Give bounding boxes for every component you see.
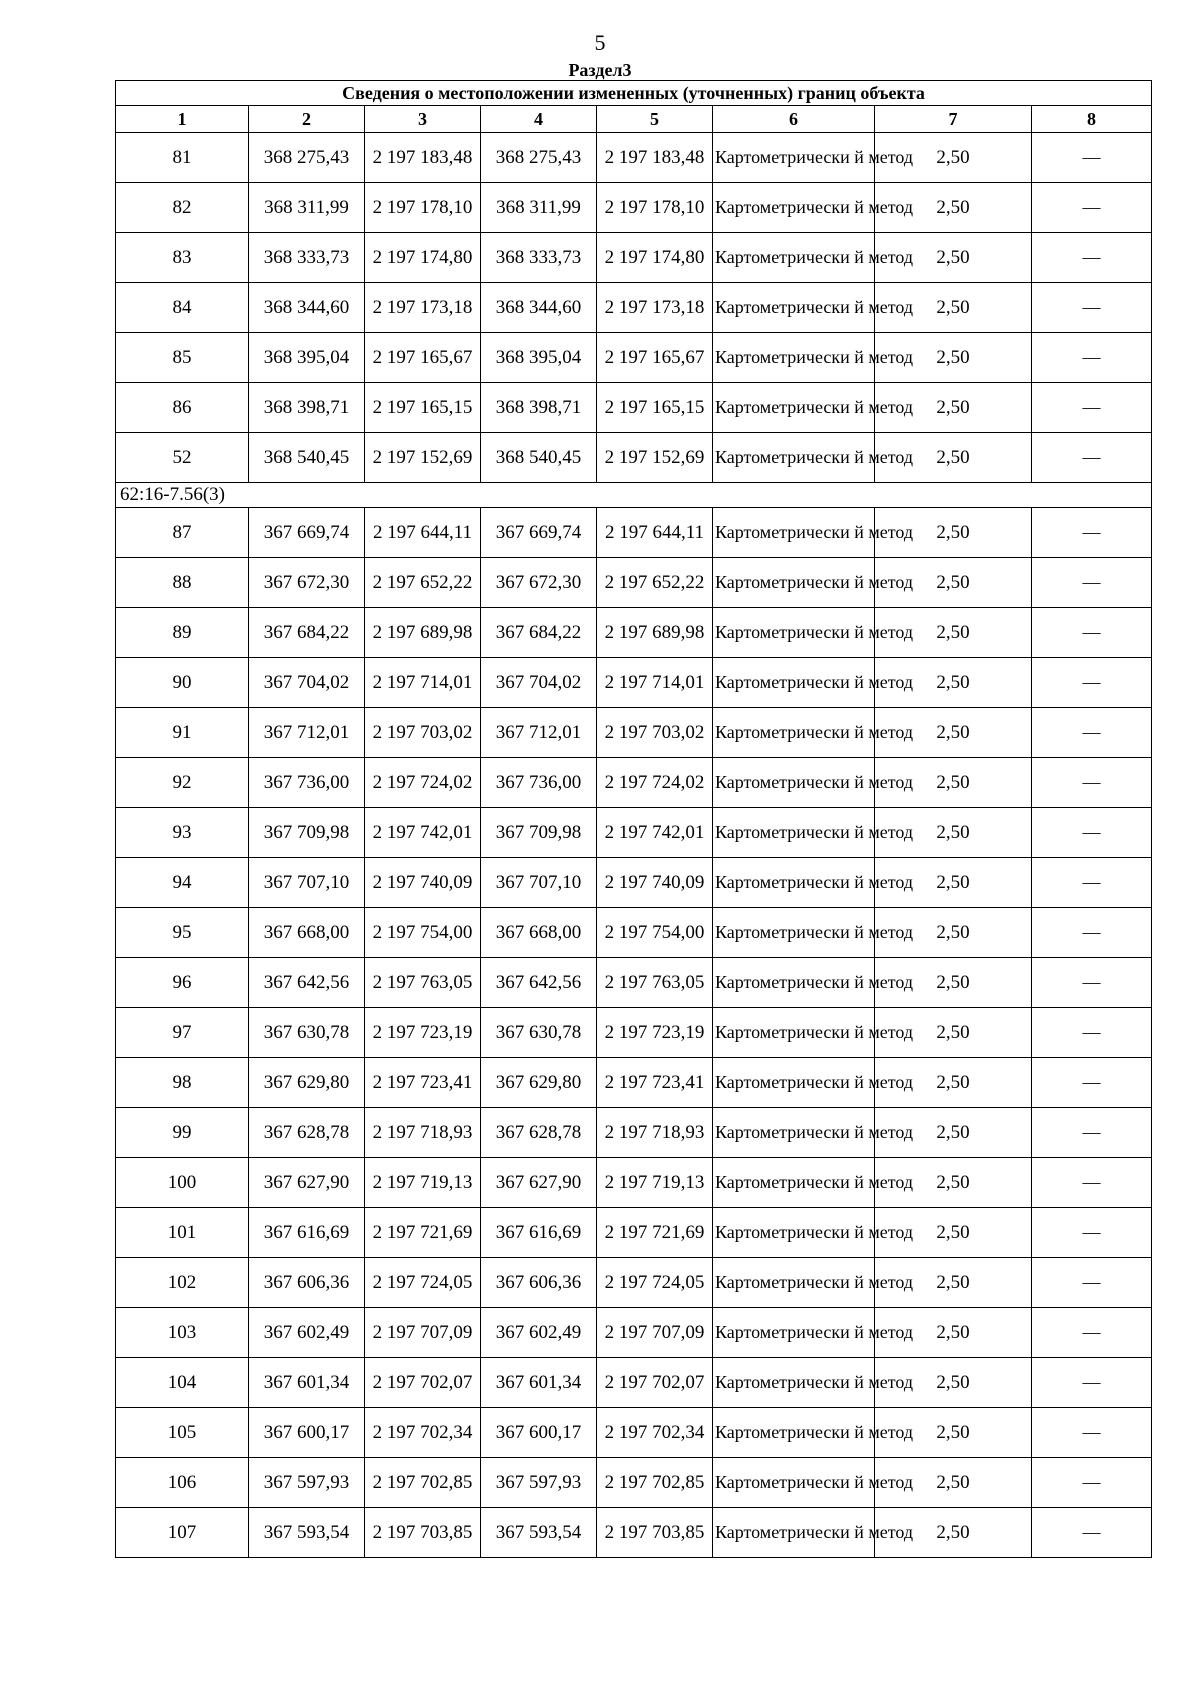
x-existing-cell: 367 669,74 [249, 508, 365, 558]
x-new-cell: 367 707,10 [481, 858, 597, 908]
x-new-cell: 367 642,56 [481, 958, 597, 1008]
description-cell: — [1032, 508, 1152, 558]
x-existing-cell: 367 593,54 [249, 1508, 365, 1558]
y-existing-cell: 2 197 702,85 [365, 1458, 481, 1508]
accuracy-cell: 2,50 [875, 658, 1032, 708]
table-row [116, 1208, 1152, 1258]
description-cell: — [1032, 133, 1152, 183]
table-row [116, 958, 1152, 1008]
accuracy-cell: 2,50 [875, 1108, 1032, 1158]
y-new-cell: 2 197 183,48 [597, 133, 713, 183]
y-new-cell: 2 197 174,80 [597, 233, 713, 283]
table-row [116, 1008, 1152, 1058]
accuracy-cell: 2,50 [875, 1458, 1032, 1508]
description-cell: — [1032, 333, 1152, 383]
method-cell: Картометрически й метод [713, 908, 875, 958]
x-new-cell: 368 344,60 [481, 283, 597, 333]
y-new-cell: 2 197 173,18 [597, 283, 713, 333]
table-row [116, 608, 1152, 658]
y-existing-cell: 2 197 723,19 [365, 1008, 481, 1058]
x-existing-cell: 368 540,45 [249, 433, 365, 483]
table-row [116, 233, 1152, 283]
point-number-cell: 100 [116, 1158, 249, 1208]
table-row [116, 508, 1152, 558]
x-existing-cell: 367 627,90 [249, 1158, 365, 1208]
x-existing-cell: 368 333,73 [249, 233, 365, 283]
accuracy-cell: 2,50 [875, 183, 1032, 233]
y-new-cell: 2 197 723,19 [597, 1008, 713, 1058]
method-cell: Картометрически й метод [713, 608, 875, 658]
group-row [116, 483, 1152, 508]
point-number-cell: 97 [116, 1008, 249, 1058]
x-new-cell: 367 712,01 [481, 708, 597, 758]
y-existing-cell: 2 197 742,01 [365, 808, 481, 858]
x-existing-cell: 367 704,02 [249, 658, 365, 708]
method-cell: Картометрически й метод [713, 808, 875, 858]
table-row [116, 658, 1152, 708]
description-cell: — [1032, 433, 1152, 483]
accuracy-cell: 2,50 [875, 1008, 1032, 1058]
y-new-cell: 2 197 702,85 [597, 1458, 713, 1508]
y-existing-cell: 2 197 689,98 [365, 608, 481, 658]
table-row [116, 1158, 1152, 1208]
accuracy-cell: 2,50 [875, 1208, 1032, 1258]
method-cell: Картометрически й метод [713, 283, 875, 333]
method-cell: Картометрически й метод [713, 1408, 875, 1458]
x-existing-cell: 367 642,56 [249, 958, 365, 1008]
table-row [116, 1458, 1152, 1508]
description-cell: — [1032, 1358, 1152, 1408]
x-new-cell: 367 600,17 [481, 1408, 597, 1458]
point-number-cell: 82 [116, 183, 249, 233]
table-row [116, 183, 1152, 233]
x-new-cell: 368 395,04 [481, 333, 597, 383]
y-new-cell: 2 197 178,10 [597, 183, 713, 233]
description-cell: — [1032, 908, 1152, 958]
method-cell: Картометрически й метод [713, 433, 875, 483]
y-new-cell: 2 197 703,02 [597, 708, 713, 758]
method-cell: Картометрически й метод [713, 1308, 875, 1358]
y-existing-cell: 2 197 703,02 [365, 708, 481, 758]
x-new-cell: 367 704,02 [481, 658, 597, 708]
column-number: 7 [875, 106, 1032, 133]
y-new-cell: 2 197 707,09 [597, 1308, 713, 1358]
point-number-cell: 88 [116, 558, 249, 608]
table-row [116, 1258, 1152, 1308]
method-cell: Картометрически й метод [713, 1008, 875, 1058]
x-new-cell: 367 736,00 [481, 758, 597, 808]
y-existing-cell: 2 197 173,18 [365, 283, 481, 333]
y-existing-cell: 2 197 703,85 [365, 1508, 481, 1558]
y-new-cell: 2 197 644,11 [597, 508, 713, 558]
description-cell: — [1032, 558, 1152, 608]
y-new-cell: 2 197 754,00 [597, 908, 713, 958]
x-existing-cell: 368 344,60 [249, 283, 365, 333]
x-new-cell: 367 629,80 [481, 1058, 597, 1108]
y-new-cell: 2 197 165,15 [597, 383, 713, 433]
table-row [116, 558, 1152, 608]
table-row [116, 133, 1152, 183]
x-existing-cell: 367 684,22 [249, 608, 365, 658]
y-existing-cell: 2 197 644,11 [365, 508, 481, 558]
point-number-cell: 106 [116, 1458, 249, 1508]
description-cell: — [1032, 383, 1152, 433]
x-new-cell: 367 627,90 [481, 1158, 597, 1208]
table-caption-row [116, 81, 1152, 106]
description-cell: — [1032, 658, 1152, 708]
accuracy-cell: 2,50 [875, 758, 1032, 808]
y-new-cell: 2 197 165,67 [597, 333, 713, 383]
y-new-cell: 2 197 152,69 [597, 433, 713, 483]
description-cell: — [1032, 1058, 1152, 1108]
x-existing-cell: 367 602,49 [249, 1308, 365, 1358]
y-new-cell: 2 197 702,34 [597, 1408, 713, 1458]
x-new-cell: 368 311,99 [481, 183, 597, 233]
table-row [116, 1408, 1152, 1458]
x-existing-cell: 367 630,78 [249, 1008, 365, 1058]
y-existing-cell: 2 197 702,34 [365, 1408, 481, 1458]
method-cell: Картометрически й метод [713, 1458, 875, 1508]
accuracy-cell: 2,50 [875, 808, 1032, 858]
x-existing-cell: 367 736,00 [249, 758, 365, 808]
column-number-row [116, 106, 1152, 133]
description-cell: — [1032, 233, 1152, 283]
y-existing-cell: 2 197 740,09 [365, 858, 481, 908]
point-number-cell: 96 [116, 958, 249, 1008]
y-existing-cell: 2 197 754,00 [365, 908, 481, 958]
description-cell: — [1032, 1408, 1152, 1458]
x-existing-cell: 367 600,17 [249, 1408, 365, 1458]
table-row [116, 433, 1152, 483]
description-cell: — [1032, 1108, 1152, 1158]
x-existing-cell: 367 601,34 [249, 1358, 365, 1408]
y-existing-cell: 2 197 702,07 [365, 1358, 481, 1408]
accuracy-cell: 2,50 [875, 283, 1032, 333]
method-cell: Картометрически й метод [713, 658, 875, 708]
point-number-cell: 99 [116, 1108, 249, 1158]
table-row [116, 758, 1152, 808]
description-cell: — [1032, 1458, 1152, 1508]
y-new-cell: 2 197 740,09 [597, 858, 713, 908]
y-new-cell: 2 197 703,85 [597, 1508, 713, 1558]
point-number-cell: 92 [116, 758, 249, 808]
method-cell: Картометрически й метод [713, 1158, 875, 1208]
x-new-cell: 368 540,45 [481, 433, 597, 483]
point-number-cell: 89 [116, 608, 249, 658]
description-cell: — [1032, 708, 1152, 758]
accuracy-cell: 2,50 [875, 508, 1032, 558]
y-existing-cell: 2 197 724,05 [365, 1258, 481, 1308]
x-new-cell: 367 616,69 [481, 1208, 597, 1258]
y-new-cell: 2 197 719,13 [597, 1158, 713, 1208]
y-new-cell: 2 197 702,07 [597, 1358, 713, 1408]
accuracy-cell: 2,50 [875, 1508, 1032, 1558]
method-cell: Картометрически й метод [713, 1508, 875, 1558]
y-existing-cell: 2 197 165,67 [365, 333, 481, 383]
accuracy-cell: 2,50 [875, 433, 1032, 483]
point-number-cell: 90 [116, 658, 249, 708]
method-cell: Картометрически й метод [713, 183, 875, 233]
x-new-cell: 368 275,43 [481, 133, 597, 183]
x-new-cell: 367 628,78 [481, 1108, 597, 1158]
y-existing-cell: 2 197 714,01 [365, 658, 481, 708]
column-number: 4 [481, 106, 597, 133]
y-existing-cell: 2 197 723,41 [365, 1058, 481, 1108]
description-cell: — [1032, 758, 1152, 808]
y-existing-cell: 2 197 652,22 [365, 558, 481, 608]
description-cell: — [1032, 1008, 1152, 1058]
y-existing-cell: 2 197 165,15 [365, 383, 481, 433]
x-existing-cell: 367 628,78 [249, 1108, 365, 1158]
x-existing-cell: 367 712,01 [249, 708, 365, 758]
description-cell: — [1032, 808, 1152, 858]
table-caption: Сведения о местоположении измененных (уточненных) границ объекта [116, 81, 1152, 106]
table-row [116, 1358, 1152, 1408]
x-existing-cell: 367 597,93 [249, 1458, 365, 1508]
x-existing-cell: 367 606,36 [249, 1258, 365, 1308]
table-body [116, 133, 1152, 1558]
y-new-cell: 2 197 724,02 [597, 758, 713, 808]
method-cell: Картометрически й метод [713, 1058, 875, 1108]
coordinates-table [115, 80, 1152, 1558]
x-existing-cell: 367 707,10 [249, 858, 365, 908]
x-existing-cell: 367 709,98 [249, 808, 365, 858]
description-cell: — [1032, 1508, 1152, 1558]
x-new-cell: 367 630,78 [481, 1008, 597, 1058]
x-existing-cell: 367 672,30 [249, 558, 365, 608]
method-cell: Картометрически й метод [713, 383, 875, 433]
y-existing-cell: 2 197 152,69 [365, 433, 481, 483]
point-number-cell: 95 [116, 908, 249, 958]
method-cell: Картометрически й метод [713, 858, 875, 908]
table-row [116, 333, 1152, 383]
method-cell: Картометрически й метод [713, 333, 875, 383]
description-cell: — [1032, 1308, 1152, 1358]
page-number: 5 [594, 30, 606, 55]
point-number-cell: 98 [116, 1058, 249, 1108]
point-number-cell: 101 [116, 1208, 249, 1258]
y-existing-cell: 2 197 721,69 [365, 1208, 481, 1258]
table-row [116, 1508, 1152, 1558]
description-cell: — [1032, 608, 1152, 658]
x-existing-cell: 368 398,71 [249, 383, 365, 433]
accuracy-cell: 2,50 [875, 958, 1032, 1008]
table-row [116, 1308, 1152, 1358]
y-existing-cell: 2 197 719,13 [365, 1158, 481, 1208]
accuracy-cell: 2,50 [875, 1308, 1032, 1358]
x-existing-cell: 367 629,80 [249, 1058, 365, 1108]
x-new-cell: 367 669,74 [481, 508, 597, 558]
point-number-cell: 93 [116, 808, 249, 858]
y-new-cell: 2 197 652,22 [597, 558, 713, 608]
accuracy-cell: 2,50 [875, 133, 1032, 183]
x-new-cell: 367 606,36 [481, 1258, 597, 1308]
section-title: Раздел3 [568, 60, 632, 80]
point-number-cell: 86 [116, 383, 249, 433]
accuracy-cell: 2,50 [875, 233, 1032, 283]
x-new-cell: 367 672,30 [481, 558, 597, 608]
point-number-cell: 105 [116, 1408, 249, 1458]
point-number-cell: 107 [116, 1508, 249, 1558]
x-existing-cell: 367 668,00 [249, 908, 365, 958]
column-number: 8 [1032, 106, 1152, 133]
x-new-cell: 368 398,71 [481, 383, 597, 433]
x-existing-cell: 367 616,69 [249, 1208, 365, 1258]
y-existing-cell: 2 197 724,02 [365, 758, 481, 808]
accuracy-cell: 2,50 [875, 708, 1032, 758]
description-cell: — [1032, 958, 1152, 1008]
method-cell: Картометрически й метод [713, 1108, 875, 1158]
x-new-cell: 367 601,34 [481, 1358, 597, 1408]
x-existing-cell: 368 311,99 [249, 183, 365, 233]
y-new-cell: 2 197 723,41 [597, 1058, 713, 1108]
method-cell: Картометрически й метод [713, 133, 875, 183]
accuracy-cell: 2,50 [875, 1158, 1032, 1208]
description-cell: — [1032, 1208, 1152, 1258]
method-cell: Картометрически й метод [713, 708, 875, 758]
point-number-cell: 81 [116, 133, 249, 183]
method-cell: Картометрически й метод [713, 508, 875, 558]
table-row [116, 383, 1152, 433]
table-row [116, 708, 1152, 758]
point-number-cell: 85 [116, 333, 249, 383]
y-new-cell: 2 197 721,69 [597, 1208, 713, 1258]
description-cell: — [1032, 183, 1152, 233]
y-existing-cell: 2 197 178,10 [365, 183, 481, 233]
accuracy-cell: 2,50 [875, 1258, 1032, 1308]
column-number: 6 [713, 106, 875, 133]
y-new-cell: 2 197 763,05 [597, 958, 713, 1008]
x-new-cell: 367 684,22 [481, 608, 597, 658]
point-number-cell: 84 [116, 283, 249, 333]
point-number-cell: 52 [116, 433, 249, 483]
method-cell: Картометрически й метод [713, 958, 875, 1008]
table-row [116, 1058, 1152, 1108]
accuracy-cell: 2,50 [875, 908, 1032, 958]
method-cell: Картометрически й метод [713, 758, 875, 808]
point-number-cell: 104 [116, 1358, 249, 1408]
point-number-cell: 94 [116, 858, 249, 908]
x-new-cell: 367 668,00 [481, 908, 597, 958]
table-row [116, 1108, 1152, 1158]
method-cell: Картометрически й метод [713, 558, 875, 608]
column-number: 1 [116, 106, 249, 133]
point-number-cell: 83 [116, 233, 249, 283]
method-cell: Картометрически й метод [713, 1258, 875, 1308]
accuracy-cell: 2,50 [875, 1358, 1032, 1408]
point-number-cell: 91 [116, 708, 249, 758]
accuracy-cell: 2,50 [875, 1058, 1032, 1108]
description-cell: — [1032, 283, 1152, 333]
table-row [116, 808, 1152, 858]
y-new-cell: 2 197 714,01 [597, 658, 713, 708]
accuracy-cell: 2,50 [875, 333, 1032, 383]
accuracy-cell: 2,50 [875, 383, 1032, 433]
description-cell: — [1032, 1258, 1152, 1308]
accuracy-cell: 2,50 [875, 608, 1032, 658]
y-existing-cell: 2 197 763,05 [365, 958, 481, 1008]
y-new-cell: 2 197 724,05 [597, 1258, 713, 1308]
table-row [116, 908, 1152, 958]
method-cell: Картометрически й метод [713, 233, 875, 283]
table-row [116, 858, 1152, 908]
x-new-cell: 368 333,73 [481, 233, 597, 283]
point-number-cell: 87 [116, 508, 249, 558]
method-cell: Картометрически й метод [713, 1358, 875, 1408]
column-number: 3 [365, 106, 481, 133]
point-number-cell: 102 [116, 1258, 249, 1308]
x-new-cell: 367 709,98 [481, 808, 597, 858]
table-row [116, 283, 1152, 333]
description-cell: — [1032, 858, 1152, 908]
y-new-cell: 2 197 718,93 [597, 1108, 713, 1158]
y-existing-cell: 2 197 174,80 [365, 233, 481, 283]
y-new-cell: 2 197 689,98 [597, 608, 713, 658]
column-number: 2 [249, 106, 365, 133]
x-existing-cell: 368 275,43 [249, 133, 365, 183]
y-existing-cell: 2 197 183,48 [365, 133, 481, 183]
accuracy-cell: 2,50 [875, 858, 1032, 908]
x-new-cell: 367 597,93 [481, 1458, 597, 1508]
y-existing-cell: 2 197 707,09 [365, 1308, 481, 1358]
x-new-cell: 367 593,54 [481, 1508, 597, 1558]
group-label: 62:16-7.56(3) [116, 483, 1152, 508]
accuracy-cell: 2,50 [875, 1408, 1032, 1458]
description-cell: — [1032, 1158, 1152, 1208]
column-number: 5 [597, 106, 713, 133]
accuracy-cell: 2,50 [875, 558, 1032, 608]
y-existing-cell: 2 197 718,93 [365, 1108, 481, 1158]
y-new-cell: 2 197 742,01 [597, 808, 713, 858]
method-cell: Картометрически й метод [713, 1208, 875, 1258]
x-new-cell: 367 602,49 [481, 1308, 597, 1358]
x-existing-cell: 368 395,04 [249, 333, 365, 383]
point-number-cell: 103 [116, 1308, 249, 1358]
